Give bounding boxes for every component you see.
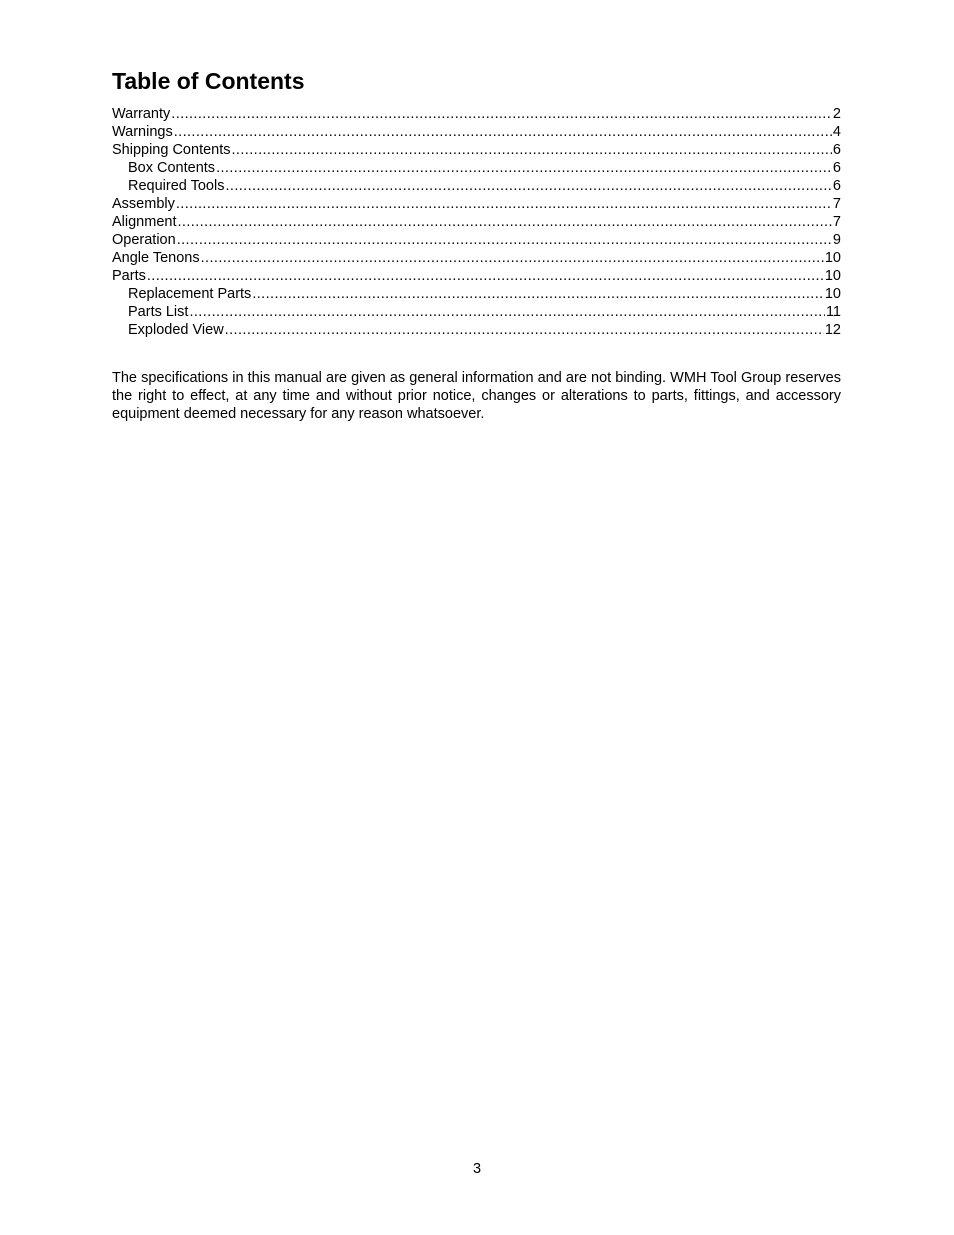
toc-entry-label: Shipping Contents xyxy=(112,142,231,158)
toc-entry-label: Warranty xyxy=(112,106,171,122)
toc-entry-page: 12 xyxy=(824,322,841,338)
toc-entry-replacement-parts[interactable] xyxy=(112,285,841,303)
page-number: 3 xyxy=(472,1161,482,1177)
toc-entry-label: Angle Tenons xyxy=(112,250,200,266)
toc-dot-leader xyxy=(252,285,824,303)
toc-dot-leader xyxy=(232,141,832,159)
toc-entry-label: Replacement Parts xyxy=(128,286,252,302)
toc-dot-leader xyxy=(225,321,824,339)
toc-entry-page: 10 xyxy=(824,268,841,284)
disclaimer-paragraph: The specifications in this manual are given as general information and are not binding. WMH Tool Group reserves the right to effect, at any time and without prior notice, changes or alterations to parts, fittings, and accessory equipment deemed necessary for any reason whatsoever. xyxy=(112,370,841,422)
toc-entry-warranty[interactable] xyxy=(112,105,841,123)
toc-entry-operation[interactable] xyxy=(112,231,841,249)
toc-entry-page: 11 xyxy=(825,304,841,320)
toc-entry-page: 7 xyxy=(832,214,841,230)
toc-dot-leader xyxy=(174,123,832,141)
toc-entry-label: Parts List xyxy=(128,304,189,320)
toc-entry-assembly[interactable] xyxy=(112,195,841,213)
toc-dot-leader xyxy=(201,249,824,267)
toc-dot-leader xyxy=(147,267,824,285)
toc-entry-alignment[interactable] xyxy=(112,213,841,231)
toc-dot-leader xyxy=(177,213,831,231)
toc-dot-leader xyxy=(216,159,832,177)
page-title: Table of Contents xyxy=(112,68,305,94)
toc-dot-leader xyxy=(176,195,832,213)
toc-entry-label: Required Tools xyxy=(128,178,225,194)
toc-entry-label: Parts xyxy=(112,268,146,284)
toc-entry-warnings[interactable] xyxy=(112,123,841,141)
toc-entry-exploded-view[interactable] xyxy=(112,321,841,339)
toc-dot-leader xyxy=(177,231,832,249)
toc-entry-label: Box Contents xyxy=(128,160,216,176)
toc-entry-page: 2 xyxy=(832,106,841,122)
toc-entry-page: 4 xyxy=(832,124,841,140)
toc-entry-page: 7 xyxy=(832,196,841,212)
toc-entry-shipping-contents[interactable] xyxy=(112,141,841,159)
toc-entry-page: 6 xyxy=(832,160,841,176)
toc-entry-angle-tenons[interactable] xyxy=(112,249,841,267)
toc-dot-leader xyxy=(225,177,831,195)
toc-dot-leader xyxy=(189,303,825,321)
toc-entry-parts-list[interactable] xyxy=(112,303,841,321)
toc-entry-page: 10 xyxy=(824,286,841,302)
toc-entry-box-contents[interactable] xyxy=(112,159,841,177)
toc-entry-label: Alignment xyxy=(112,214,177,230)
toc-entry-parts[interactable] xyxy=(112,267,841,285)
toc-entry-page: 9 xyxy=(832,232,841,248)
toc-entry-page: 6 xyxy=(832,142,841,158)
table-of-contents xyxy=(112,105,841,339)
toc-entry-label: Assembly xyxy=(112,196,175,212)
toc-entry-label: Operation xyxy=(112,232,176,248)
toc-entry-label: Warnings xyxy=(112,124,173,140)
toc-dot-leader xyxy=(171,105,832,123)
toc-entry-label: Exploded View xyxy=(128,322,224,338)
toc-entry-page: 10 xyxy=(824,250,841,266)
toc-entry-page: 6 xyxy=(832,178,841,194)
toc-entry-required-tools[interactable] xyxy=(112,177,841,195)
